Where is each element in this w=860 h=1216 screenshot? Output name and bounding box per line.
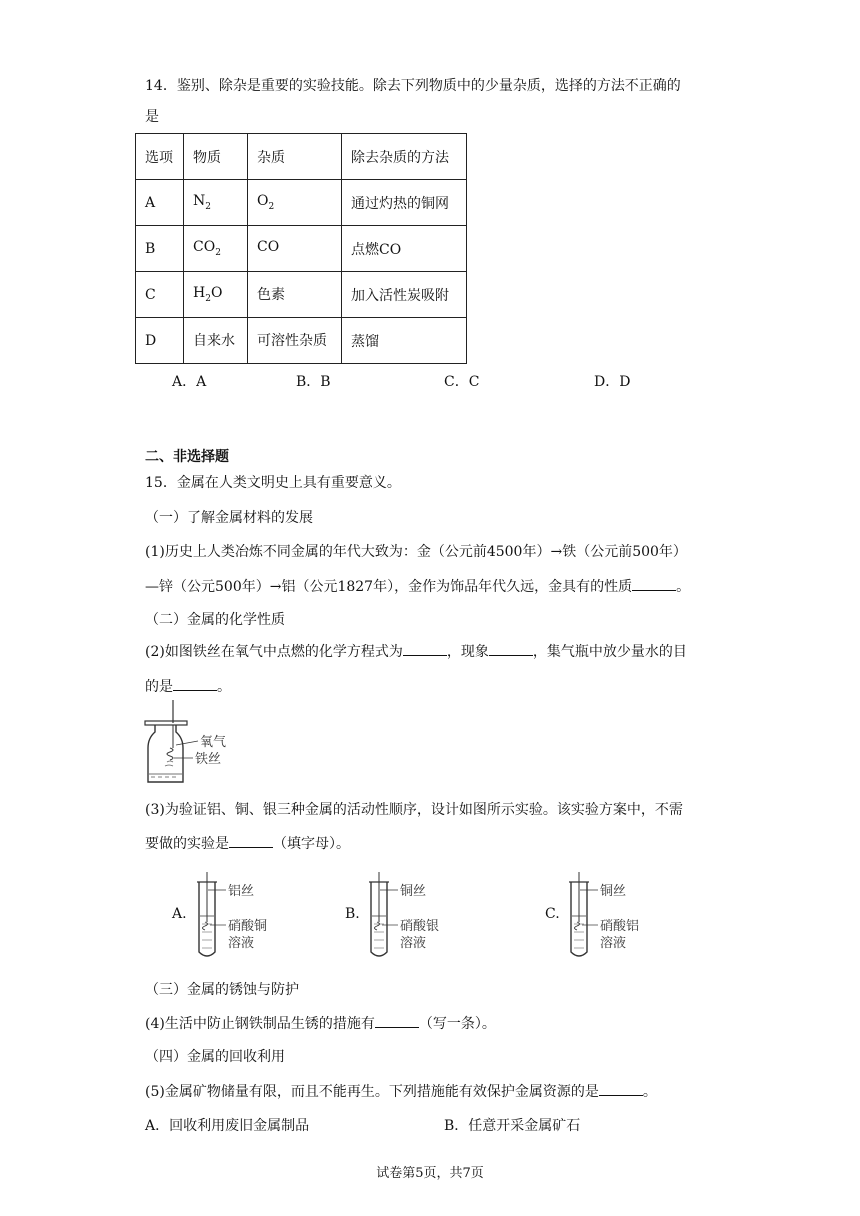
q15-part4-title: （四）金属的回收利用 (145, 1049, 285, 1065)
answer-blank[interactable] (375, 1013, 419, 1028)
impurity-cell: CO (248, 226, 342, 272)
q15-part3-title: （三）金属的锈蚀与防护 (145, 982, 299, 998)
table-header-cell: 选项 (136, 134, 184, 180)
tube-b-letter[interactable]: B. (345, 906, 360, 922)
tube-a-solution-label-2: 溶液 (228, 936, 255, 951)
substance-cell: $N_2$ (184, 180, 248, 226)
substance-cell: 自来水 (184, 318, 248, 364)
table-row (136, 180, 467, 226)
q15-part2-title: （二）金属的化学性质 (145, 612, 285, 628)
q14-choice-a[interactable]: A．A (172, 374, 207, 390)
tube-c-wire-label: 铜丝 (600, 884, 627, 899)
table-header-row (136, 134, 467, 180)
table-header-cell: 物质 (184, 134, 248, 180)
q14-stem-line2: 是 (145, 109, 159, 125)
table-row (136, 226, 467, 272)
option-cell: D (136, 318, 184, 364)
q14-choice-c[interactable]: C．C (444, 374, 480, 390)
q15-p5: (5)金属矿物储量有限，而且不能再生。下列措施能有效保护金属资源的是 。 (145, 1081, 657, 1101)
impurity-cell: $O_2$ (248, 180, 342, 226)
q14-options-table (135, 133, 467, 364)
tube-a-wire-label: 铝丝 (228, 884, 255, 899)
q15-p2-line1: (2)如图铁丝在氧气中点燃的化学方程式为 ，现象 ，集气瓶中放少量水的目 (145, 641, 687, 661)
tube-c-solution-label-2: 溶液 (600, 936, 627, 951)
q15-p1-line1: (1)历史上人类冶炼不同金属的年代大致为：金（公元前4500年）→铁（公元前500年） (145, 544, 687, 560)
method-cell: 点燃CO (342, 226, 467, 272)
table-row (136, 318, 467, 364)
q15-p2-line2: 的是 。 (145, 676, 231, 696)
q15-p5-choice-b[interactable]: B．任意开采金属矿石 (444, 1118, 581, 1134)
test-tube-a (192, 872, 282, 962)
q15-p4: (4)生活中防止钢铁制品生锈的措施有 （写一条）。 (145, 1013, 496, 1033)
q14-choice-b[interactable]: B．B (296, 374, 331, 390)
test-tube-b (364, 872, 454, 962)
tube-c-solution-label: 硝酸铝 (600, 919, 640, 934)
option-cell: B (136, 226, 184, 272)
method-cell: 加入活性炭吸附 (342, 272, 467, 318)
tube-a-solution-label: 硝酸铜 (228, 919, 268, 934)
q14-stem-line1: 14．鉴别、除杂是重要的实验技能。除去下列物质中的少量杂质，选择的方法不正确的 (145, 78, 681, 94)
impurity-cell: 可溶性杂质 (248, 318, 342, 364)
tube-a-letter[interactable]: A. (172, 906, 187, 922)
answer-blank[interactable] (403, 641, 447, 656)
table-row (136, 272, 467, 318)
answer-blank[interactable] (173, 676, 217, 691)
answer-blank[interactable] (489, 641, 533, 656)
option-cell: C (136, 272, 184, 318)
option-cell: A (136, 180, 184, 226)
section-title: 二、非选择题 (145, 449, 229, 465)
q15-p5-choice-a[interactable]: A．回收利用废旧金属制品 (145, 1118, 310, 1134)
substance-cell: $H_2O$ (184, 272, 248, 318)
tube-b-solution-label-2: 溶液 (400, 936, 427, 951)
q15-p3-line1: (3)为验证铝、铜、银三种金属的活动性顺序，设计如图所示实验。该实验方案中，不需 (145, 802, 683, 818)
method-cell: 通过灼热的铜网 (342, 180, 467, 226)
fig1-label-oxygen: 氧气 (200, 735, 227, 750)
gas-jar-figure (143, 700, 243, 790)
fig1-label-iron-wire: 铁丝 (195, 752, 222, 767)
substance-cell: $CO_2$ (184, 226, 248, 272)
table-header-cell: 杂质 (248, 134, 342, 180)
answer-blank[interactable] (229, 833, 273, 848)
q15-part1-title: （一）了解金属材料的发展 (145, 510, 313, 526)
table-header-cell: 除去杂质的方法 (342, 134, 467, 180)
q15-p1-line2: —锌（公元500年）→铝（公元1827年），金作为饰品年代久远，金具有的性质 。 (145, 576, 690, 596)
q15-p3-line2: 要做的实验是 （填字母）。 (145, 833, 350, 853)
answer-blank[interactable] (632, 576, 676, 591)
q14-choice-d[interactable]: D．D (594, 374, 631, 390)
tube-b-wire-label: 铜丝 (400, 884, 427, 899)
tube-b-solution-label: 硝酸银 (400, 919, 440, 934)
method-cell: 蒸馏 (342, 318, 467, 364)
tube-c-letter[interactable]: C. (545, 906, 560, 922)
page-footer: 试卷第5页，共7页 (376, 1166, 484, 1181)
test-tube-c (564, 872, 654, 962)
q15-stem: 15．金属在人类文明史上具有重要意义。 (145, 475, 401, 491)
answer-blank[interactable] (599, 1081, 643, 1096)
impurity-cell: 色素 (248, 272, 342, 318)
